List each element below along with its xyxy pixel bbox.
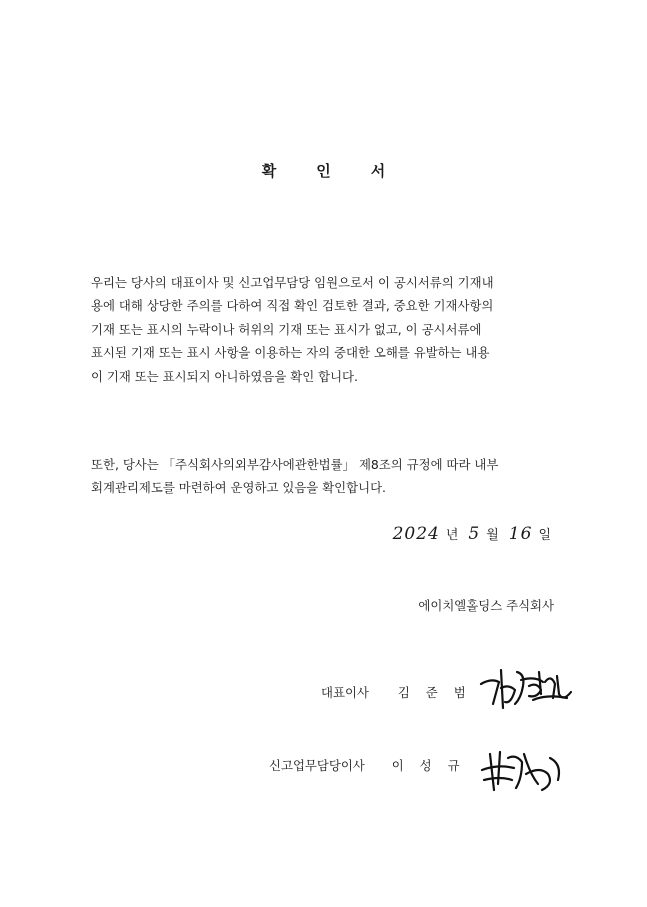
signatory-ceo (321, 683, 472, 701)
paragraph-line: 회계관리제도를 마련하여 운영하고 있음을 확인합니다. (91, 480, 386, 496)
signatory-name: 이 성 규 (391, 758, 466, 773)
confirmation-paragraph (91, 271, 557, 388)
paragraph-line: 이 기재 또는 표시되지 아니하였음을 확인 합니다. (91, 368, 358, 384)
officer-signature-image (478, 744, 568, 796)
paragraph-line: 우리는 당사의 대표이사 및 신고업무담당 임원으로서 이 공시서류의 기재내 (91, 275, 494, 290)
paragraph-line: 기재 또는 표시의 누락이나 허위의 기재 또는 표시가 없고, 이 공시서류에 (91, 321, 482, 337)
title-char-2: 인 (316, 162, 331, 180)
signatory-reporting-officer (269, 756, 466, 774)
title-char-1: 확 (261, 162, 277, 180)
title-char-3: 서 (370, 162, 386, 180)
date-month: 5 (468, 524, 481, 544)
paragraph-line: 용에 대해 상당한 주의를 다하여 직접 확인 검토한 결과, 중요한 기재사항의 (91, 298, 494, 314)
signatory-role: 대표이사 (321, 685, 369, 700)
document-date (393, 524, 551, 544)
internal-control-paragraph (91, 453, 557, 500)
ceo-signature-image (477, 664, 577, 714)
signatory-name: 김 준 범 (397, 685, 472, 700)
date-day-unit: 일 (538, 528, 551, 543)
document-title (0, 160, 647, 181)
signatory-role: 신고업무담당이사 (269, 758, 365, 773)
paragraph-line: 표시된 기재 또는 표시 사항을 이용하는 자의 중대한 오해를 유발하는 내용 (91, 345, 490, 361)
date-year: 2024 (392, 524, 440, 544)
date-year-unit: 년 (445, 528, 459, 543)
company-name: 에이치엘홀딩스 주식회사 (418, 598, 554, 613)
paragraph-line: 또한, 당사는 「주식회사의외부감사에관한법률」 제8조의 규정에 따라 내부 (91, 457, 499, 472)
date-month-unit: 월 (486, 528, 499, 543)
date-day: 16 (508, 524, 533, 544)
